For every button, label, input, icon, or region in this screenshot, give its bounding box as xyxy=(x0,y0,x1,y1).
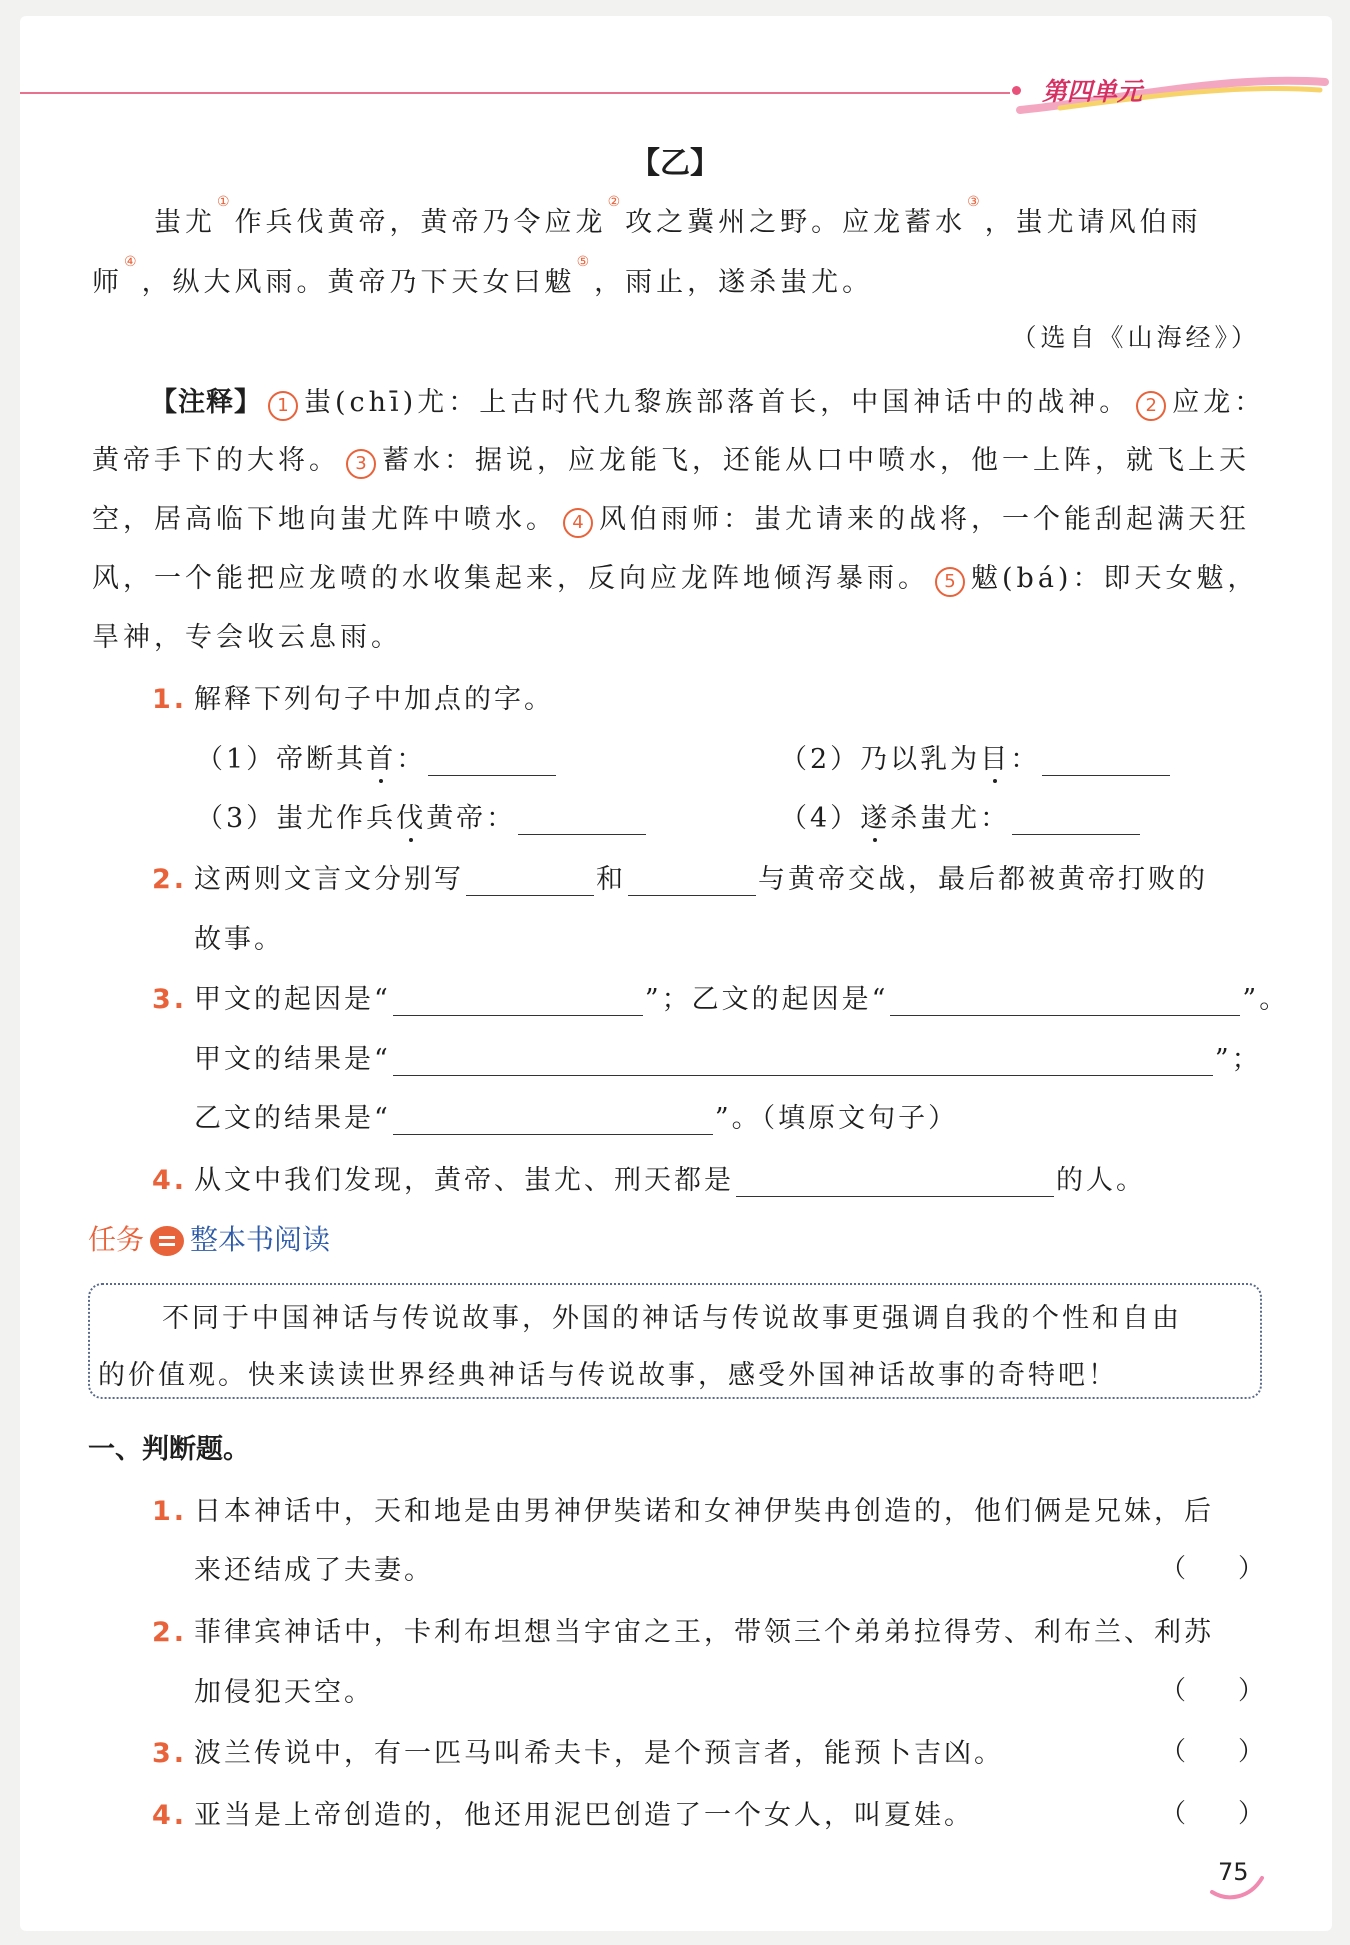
question-1: 1. 解释下列句子中加点的字。 xyxy=(152,684,554,715)
judge-answer-2[interactable]: （ ） xyxy=(1160,1676,1265,1706)
note-line-1: 【注释】 1 蚩(chī)尤：上古时代九黎族部落首长，中国神话中的战神。 2 应龙： xyxy=(150,380,1265,421)
unit-label: 第四单元 xyxy=(1042,77,1143,106)
judge-item-3: 3. 波兰传说中，有一匹马叫希夫卡，是个预言者，能预卜吉凶。 xyxy=(152,1738,1004,1769)
question-2: 2. 这两则文言文分别写 和 与黄帝交战，最后都被黄帝打败的 xyxy=(152,864,1208,895)
judge-answer-1[interactable]: （ ） xyxy=(1160,1554,1265,1584)
answer-blank[interactable] xyxy=(393,1045,1213,1076)
answer-blank[interactable] xyxy=(628,865,756,896)
note-line-4: 风，一个能把应龙喷的水收集起来，反向应龙阵地倾泻暴雨。 5 魃(bá)：即天女魃， xyxy=(92,556,1258,597)
passage-line-2: 师④，纵大风雨。黄帝乃下天女曰魃⑤，雨止，遂杀蚩尤。 xyxy=(92,254,874,298)
q1-item-3: （3）蚩尤作兵伐黄帝： xyxy=(196,796,648,835)
task-heading: 任务 整本书阅读 xyxy=(88,1223,331,1256)
answer-blank[interactable] xyxy=(736,1166,1054,1197)
q1-item-2: （2）乃以乳为目： xyxy=(780,737,1172,776)
answer-blank[interactable] xyxy=(1042,745,1170,776)
passage-line-1: 蚩尤①作兵伐黄帝，黄帝乃令应龙②攻之冀州之野。应龙蓄水③，蚩尤请风伯雨 xyxy=(154,194,1202,238)
question-4: 4. 从文中我们发现，黄帝、蚩尤、刑天都是 的人。 xyxy=(152,1165,1146,1196)
note-line-5: 旱神，专会收云息雨。 xyxy=(92,622,402,653)
judge-answer-4[interactable]: （ ） xyxy=(1160,1799,1265,1829)
judge-answer-3[interactable]: （ ） xyxy=(1160,1737,1265,1767)
passage-title: 【乙】 xyxy=(630,146,720,181)
question-2-cont: 故事。 xyxy=(194,924,284,955)
question-3-result-a: 甲文的结果是“ ”； xyxy=(194,1044,1262,1075)
answer-blank[interactable] xyxy=(393,1104,713,1135)
question-3: 3. 甲文的起因是“ ”；乙文的起因是“ ”。 xyxy=(152,984,1290,1015)
answer-blank[interactable] xyxy=(466,865,594,896)
passage-source: （选自《山海经》） xyxy=(1011,323,1260,352)
question-3-result-b: 乙文的结果是“ ”。（填原文句子） xyxy=(194,1103,959,1134)
header-rule xyxy=(20,92,1010,94)
judge-item-2-cont: 加侵犯天空。 xyxy=(194,1677,374,1708)
answer-blank[interactable] xyxy=(393,985,643,1016)
judge-item-2: 2. 菲律宾神话中，卡利布坦想当宇宙之王，带领三个弟弟拉得劳、利布兰、利苏 xyxy=(152,1617,1214,1648)
judge-item-1: 1. 日本神话中，天和地是由男神伊奘诺和女神伊奘冉创造的，他们俩是兄妹，后 xyxy=(152,1496,1214,1527)
answer-blank[interactable] xyxy=(1012,804,1140,835)
judge-item-4: 4. 亚当是上帝创造的，他还用泥巴创造了一个女人，叫夏娃。 xyxy=(152,1800,974,1831)
answer-blank[interactable] xyxy=(428,745,556,776)
intro-line-2: 的价值观。快来读读世界经典神话与传说故事，感受外国神话故事的奇特吧！ xyxy=(98,1360,1118,1391)
q1-item-4: （4）遂杀蚩尤： xyxy=(780,796,1142,835)
q1-item-1: （1）帝断其首： xyxy=(196,737,558,776)
answer-blank[interactable] xyxy=(518,804,646,835)
task-number-two-icon xyxy=(150,1226,184,1256)
note-line-3: 空，居高临下地向蚩尤阵中喷水。 4 风伯雨师：蚩尤请来的战将，一个能刮起满天狂 xyxy=(92,497,1250,538)
note-line-2: 黄帝手下的大将。 3 蓄水：据说，应龙能飞，还能从口中喷水，他一上阵，就飞上天 xyxy=(92,438,1250,479)
answer-blank[interactable] xyxy=(890,985,1240,1016)
judge-item-1-cont: 来还结成了夫妻。 xyxy=(194,1555,434,1586)
judge-heading: 一、判断题。 xyxy=(88,1434,250,1465)
intro-line-1: 不同于中国神话与传说故事，外国的神话与传说故事更强调自我的个性和自由 xyxy=(162,1303,1182,1334)
page-number: 75 xyxy=(1218,1858,1249,1886)
